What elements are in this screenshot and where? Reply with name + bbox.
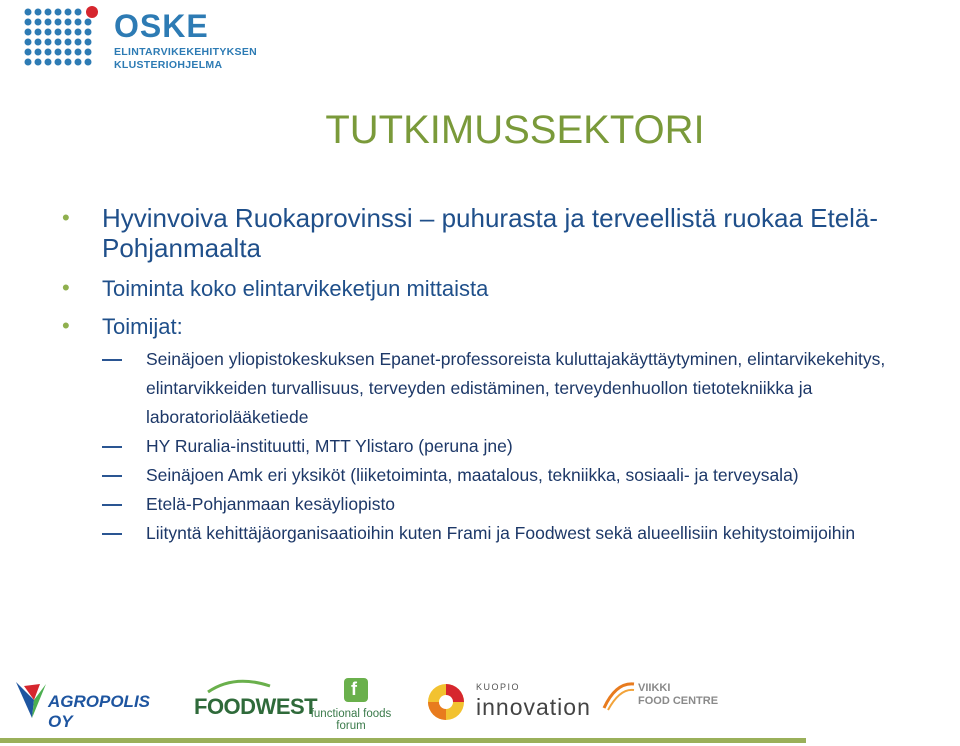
dash-icon	[102, 533, 122, 535]
bullet-text: Hyvinvoiva Ruokaprovinssi – puhurasta ja terveellistä ruokaa Etelä-Pohjanmaalta	[102, 203, 879, 263]
foodwest-text: FOODWEST	[194, 694, 318, 719]
sub-item-text: Liityntä kehittäjäorganisaatioihin kuten Frami ja Foodwest sekä alueellisiin kehitystoimijoihin	[146, 523, 856, 543]
sub-item-text: Etelä-Pohjanmaan kesäyliopisto	[146, 494, 396, 514]
kuopio-small-text: KUOPIO	[476, 682, 521, 692]
oske-subtitle-line2: KLUSTERIOHJELMA	[114, 59, 223, 71]
viikki-text-line2: FOOD CENTRE	[638, 695, 719, 707]
sub-item	[102, 461, 957, 490]
bullet-item-ruokaprovinssi	[62, 203, 957, 263]
sub-item	[102, 490, 957, 519]
oske-dot-grid-icon	[22, 6, 108, 72]
bullet-item-toimijat	[62, 313, 957, 548]
bullet-dot-icon: •	[62, 313, 70, 338]
dash-icon	[102, 446, 122, 448]
viikki-swoosh-icon	[602, 678, 636, 712]
slide-title: TUTKIMUSSEKTORI	[325, 108, 705, 152]
sub-item-text: Seinäjoen yliopistokeskuksen Epanet-professoreista kuluttajakäyttäytyminen, elintarvikekehitys, elintarvikkeiden turvallisuus, terveyden edistäminen, terveydenhuollon tietotekniikka ja laboratoriolääketiede	[146, 349, 886, 427]
kuopio-big-text: innovation	[476, 694, 591, 720]
bullet-item-toiminta	[62, 275, 957, 303]
sub-list	[102, 345, 957, 548]
viikki-text-line1: VIIKKI	[638, 682, 671, 694]
bullet-text: Toiminta koko elintarvikeketjun mittaista	[102, 276, 489, 301]
agropolis-text: AGROPOLIS OY	[48, 692, 151, 731]
sub-item	[102, 345, 957, 432]
sub-item	[102, 519, 957, 548]
foodwest-logo	[190, 676, 318, 724]
fff-text: functional foods forum	[310, 708, 392, 732]
dash-icon	[102, 504, 122, 506]
sub-item	[102, 432, 957, 461]
kuopio-innovation-logo	[424, 678, 590, 726]
viikki-food-centre-logo	[602, 676, 722, 726]
kuopio-swirl-icon	[426, 682, 466, 722]
bottom-divider	[0, 738, 806, 743]
fff-icon: f	[344, 678, 368, 702]
dash-icon	[102, 359, 122, 361]
agropolis-logo	[14, 680, 164, 731]
oske-logo	[22, 6, 258, 72]
oske-wordmark: OSKE	[114, 8, 209, 44]
bullet-dot-icon: •	[62, 205, 70, 230]
bullet-text: Toimijat:	[102, 314, 183, 339]
agropolis-leaf-icon	[14, 680, 48, 720]
functional-foods-forum-logo	[296, 676, 406, 732]
foodwest-leaf-icon	[204, 678, 274, 694]
bullet-list	[62, 203, 957, 558]
footer-logos	[0, 668, 960, 746]
dash-icon	[102, 475, 122, 477]
sub-item-text: HY Ruralia-instituutti, MTT Ylistaro (peruna jne)	[146, 436, 513, 456]
oske-subtitle-line1: ELINTARVIKEKEHITYKSEN	[114, 46, 258, 58]
sub-item-text: Seinäjoen Amk eri yksiköt (liiketoiminta, maatalous, tekniikka, sosiaali- ja terveysala)	[146, 465, 799, 485]
bullet-dot-icon: •	[62, 275, 70, 300]
